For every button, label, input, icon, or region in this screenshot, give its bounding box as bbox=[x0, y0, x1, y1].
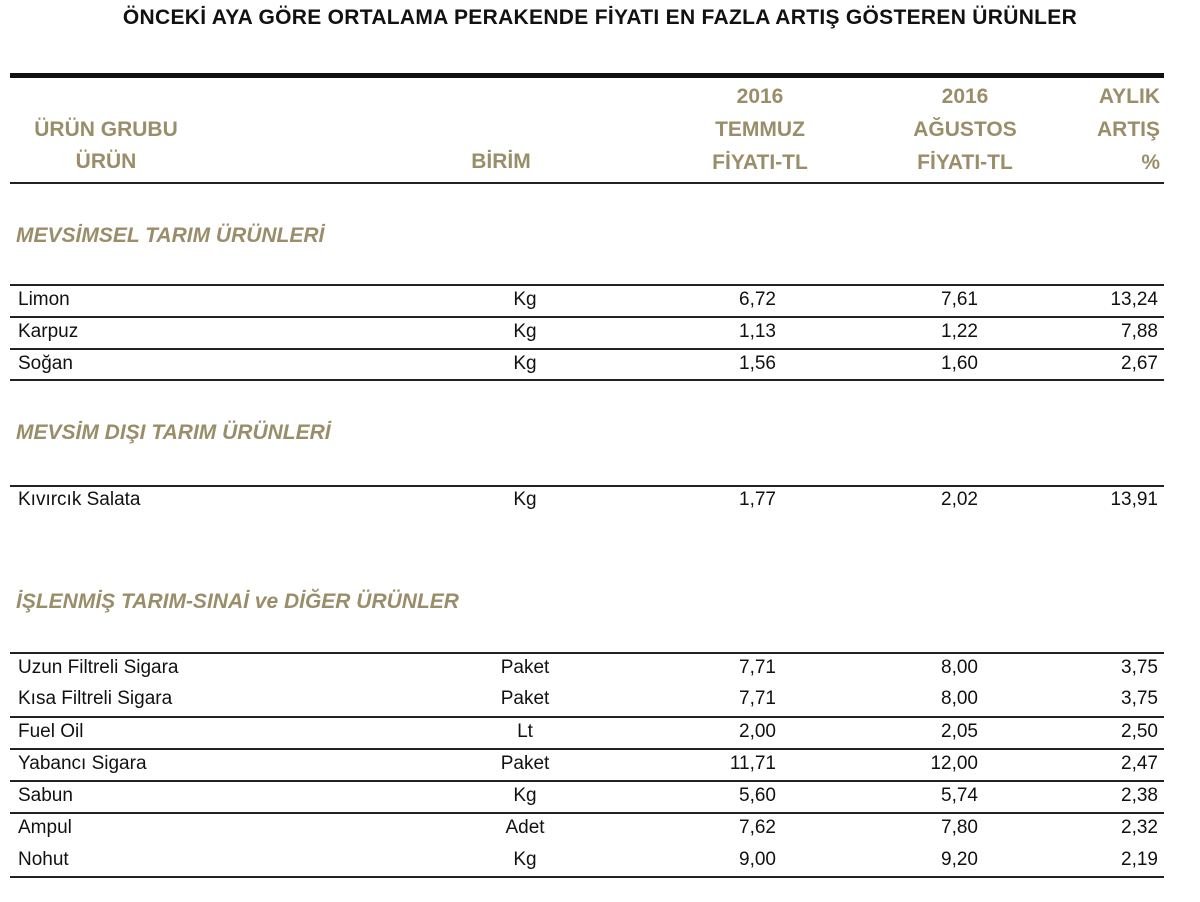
august-price: 2,05 bbox=[941, 721, 978, 742]
product-name: Soğan bbox=[18, 353, 73, 374]
product-name: Sabun bbox=[18, 785, 73, 806]
product-name: Nohut bbox=[18, 849, 69, 870]
table-row bbox=[10, 286, 1164, 316]
august-price: 1,22 bbox=[941, 321, 978, 342]
header-unit: BİRİM bbox=[471, 150, 531, 173]
product-unit: Adet bbox=[505, 817, 545, 838]
product-unit: Paket bbox=[500, 657, 550, 678]
august-price: 7,61 bbox=[941, 289, 978, 310]
product-unit: Kg bbox=[513, 289, 537, 310]
table-row bbox=[10, 318, 1164, 348]
product-name: Yabancı Sigara bbox=[18, 753, 147, 774]
august-price: 8,00 bbox=[941, 657, 978, 678]
july-price: 6,72 bbox=[739, 289, 776, 310]
table-row bbox=[10, 654, 1164, 684]
monthly-change: 3,75 bbox=[1121, 688, 1158, 709]
monthly-change: 7,88 bbox=[1121, 321, 1158, 342]
monthly-change: 2,32 bbox=[1121, 817, 1158, 838]
monthly-change: 2,67 bbox=[1121, 353, 1158, 374]
july-price: 9,00 bbox=[739, 849, 776, 870]
product-name: Ampul bbox=[18, 817, 72, 838]
header-product: ÜRÜN bbox=[75, 150, 137, 173]
august-price: 5,74 bbox=[941, 785, 978, 806]
product-name: Fuel Oil bbox=[18, 721, 84, 742]
august-price: 2,02 bbox=[941, 489, 978, 510]
table-row bbox=[10, 718, 1164, 748]
header-bottom-rule bbox=[10, 182, 1164, 184]
product-unit: Kg bbox=[513, 785, 537, 806]
monthly-change: 2,50 bbox=[1121, 721, 1158, 742]
july-price: 2,00 bbox=[739, 721, 776, 742]
july-price: 11,71 bbox=[729, 753, 776, 774]
header-july-price: 2016 TEMMUZ FİYATI-TL bbox=[712, 85, 808, 174]
header-top-rule bbox=[10, 73, 1164, 78]
table-row bbox=[10, 814, 1164, 844]
section-title: MEVSİM DIŞI TARIM ÜRÜNLERİ bbox=[16, 421, 331, 444]
table-row bbox=[10, 750, 1164, 780]
product-unit: Kg bbox=[513, 321, 537, 342]
section-bottom-rule bbox=[10, 379, 1164, 381]
product-name: Limon bbox=[18, 289, 70, 310]
july-price: 5,60 bbox=[739, 785, 776, 806]
product-name: Karpuz bbox=[18, 321, 79, 342]
august-price: 8,00 bbox=[941, 688, 978, 709]
product-unit: Kg bbox=[513, 849, 537, 870]
product-unit: Paket bbox=[500, 688, 550, 709]
header-monthly-change: AYLIK ARTIŞ % bbox=[1097, 85, 1160, 174]
july-price: 1,56 bbox=[739, 353, 776, 374]
table-row bbox=[10, 486, 1164, 516]
product-unit: Kg bbox=[513, 353, 537, 374]
page-title: ÖNCEKİ AYA GÖRE ORTALAMA PERAKENDE FİYATI EN FAZLA ARTIŞ GÖSTEREN ÜRÜNLER bbox=[122, 6, 1078, 29]
july-price: 7,71 bbox=[739, 688, 776, 709]
table-row bbox=[10, 782, 1164, 812]
product-name: Uzun Filtreli Sigara bbox=[18, 657, 179, 678]
section-title: İŞLENMİŞ TARIM-SINAİ ve DİĞER ÜRÜNLER bbox=[16, 590, 459, 613]
table-bottom-rule bbox=[10, 876, 1164, 878]
section-title: MEVSİMSEL TARIM ÜRÜNLERİ bbox=[16, 224, 325, 247]
august-price: 1,60 bbox=[941, 353, 978, 374]
monthly-change: 2,38 bbox=[1121, 785, 1158, 806]
header-product-group: ÜRÜN GRUBU bbox=[34, 118, 178, 141]
product-name: Kısa Filtreli Sigara bbox=[18, 688, 173, 709]
august-price: 7,80 bbox=[941, 817, 978, 838]
product-name: Kıvırcık Salata bbox=[18, 489, 141, 510]
august-price: 9,20 bbox=[941, 849, 978, 870]
august-price: 12,00 bbox=[930, 753, 978, 774]
header-august-price: 2016 AĞUSTOS FİYATI-TL bbox=[913, 85, 1017, 174]
july-price: 7,62 bbox=[739, 817, 776, 838]
product-unit: Lt bbox=[517, 721, 533, 742]
table-row bbox=[10, 846, 1164, 876]
july-price: 1,77 bbox=[739, 489, 776, 510]
monthly-change: 13,91 bbox=[1110, 489, 1158, 510]
july-price: 1,13 bbox=[739, 321, 776, 342]
product-unit: Kg bbox=[513, 489, 537, 510]
monthly-change: 13,24 bbox=[1110, 289, 1158, 310]
monthly-change: 2,47 bbox=[1121, 753, 1158, 774]
table-row bbox=[10, 350, 1164, 380]
table-row bbox=[10, 685, 1164, 715]
monthly-change: 2,19 bbox=[1121, 849, 1158, 870]
monthly-change: 3,75 bbox=[1121, 657, 1158, 678]
product-unit: Paket bbox=[500, 753, 550, 774]
july-price: 7,71 bbox=[739, 657, 776, 678]
